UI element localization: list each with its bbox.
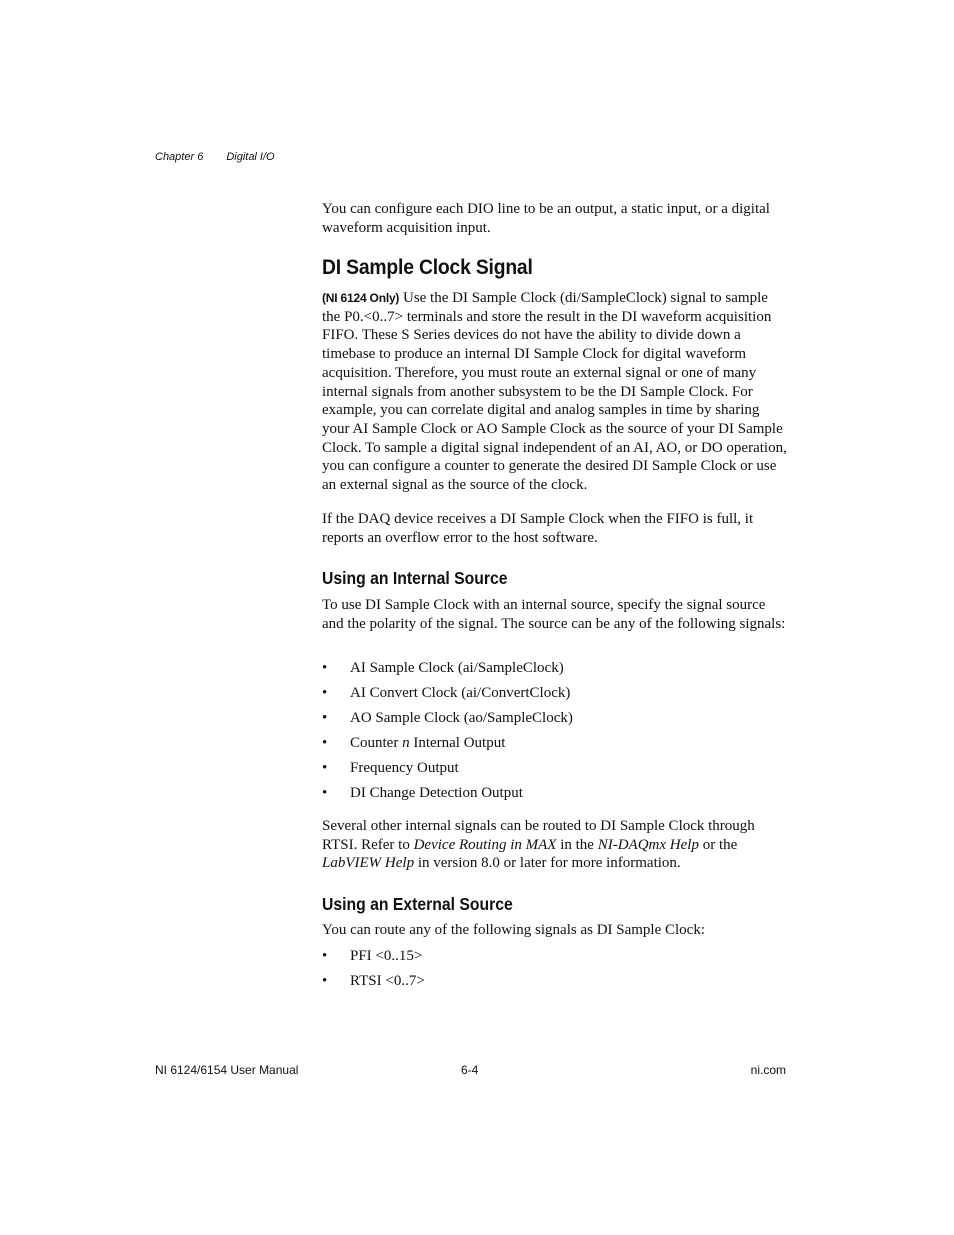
list-item: • AI Convert Clock (ai/ConvertClock) [322, 685, 571, 701]
list-item: • AI Sample Clock (ai/SampleClock) [322, 660, 564, 676]
di-sample-clock-paragraph [322, 289, 787, 495]
section-title: DI Sample Clock Signal [322, 256, 533, 279]
footer-manual-title: NI 6124/6154 User Manual [155, 1063, 299, 1077]
internal-source-intro: To use DI Sample Clock with an internal source, specify the signal source and the polarity of the signal. The source can be any of the following signals: [322, 597, 786, 632]
list-item: • Frequency Output [322, 760, 459, 776]
ni6124-only-label: (NI 6124 Only) [322, 291, 400, 305]
device-routing-reference: Device Routing in MAX [413, 836, 557, 853]
external-source-intro: You can route any of the following signals as DI Sample Clock: [322, 922, 706, 938]
external-signal-list [322, 947, 787, 997]
section-label: Digital I/O [226, 151, 275, 163]
running-header [155, 151, 275, 163]
paragraph-text: Use the DI Sample Clock (di/SampleClock) signal to sample the P0.<0..7> terminals and store the result in the DI waveform acquisition FIFO. These S Series devices do not have the ability to divide down a timebase to produce an internal DI Sample Clock for digital waveform acquisition. Therefore, you must route an external signal or one of many internal signals from another subsystem to be the DI Sample Clock. For example, you can correlate digital and analog samples in time by sharing your AI Sample Clock or AO Sample Clock as the source of your DI Sample Clock. To sample a digital signal independent of an AI, AO, or DO operation, you can configure a counter to generate the desired DI Sample Clock or use an external signal as the source of the clock. [322, 290, 787, 494]
bullet-icon: • [322, 660, 328, 676]
intro-paragraph: You can configure each DIO line to be an output, a static input, or a digital waveform acquisition input. [322, 201, 770, 236]
external-source-heading: Using an External Source [322, 894, 513, 914]
bullet-icon: • [322, 735, 328, 751]
overflow-paragraph: If the DAQ device receives a DI Sample Clock when the FIFO is full, it reports an overflow error to the host software. [322, 511, 754, 546]
bullet-icon: • [322, 973, 328, 989]
bullet-icon: • [322, 785, 328, 801]
labview-help-reference: LabVIEW Help [322, 855, 415, 872]
nidaqmx-help-reference: NI-DAQmx Help [597, 836, 699, 853]
list-item: • Counter n Internal Output [322, 735, 506, 751]
bullet-icon: • [322, 685, 328, 701]
internal-signal-list [322, 659, 787, 809]
page-number: 6-4 [461, 1063, 479, 1077]
list-item: • DI Change Detection Output [322, 785, 523, 801]
internal-source-heading: Using an Internal Source [322, 568, 508, 588]
rtsi-note-paragraph: Several other internal signals can be routed to DI Sample Clock through RTSI. Refer to Device Routing in MAX in the NI-DAQmx Help or the LabVIEW Help in version 8.0 or later for more information. [322, 818, 755, 872]
list-item: • AO Sample Clock (ao/SampleClock) [322, 710, 573, 726]
bullet-icon: • [322, 710, 328, 726]
chapter-label: Chapter 6 [155, 151, 204, 163]
footer-website: ni.com [750, 1063, 786, 1077]
list-item: • RTSI <0..7> [322, 973, 425, 989]
bullet-icon: • [322, 948, 328, 964]
list-item: • PFI <0..15> [322, 948, 423, 964]
bullet-icon: • [322, 760, 328, 776]
